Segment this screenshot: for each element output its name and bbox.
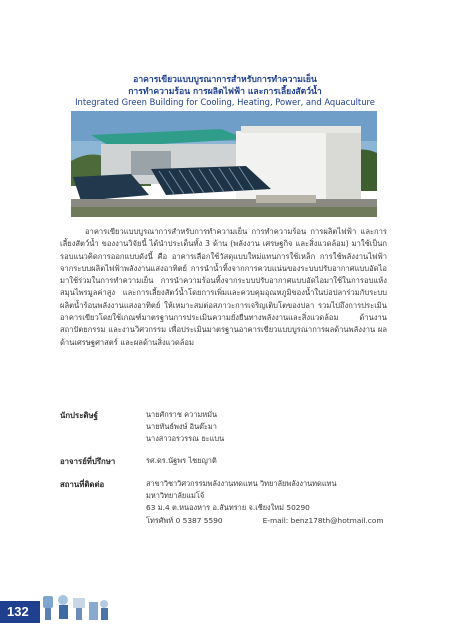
building-with-solar-collectors-photo xyxy=(71,111,377,217)
advisor-label: อาจารย์ที่ปรึกษา xyxy=(60,457,116,466)
contact-line: มหาวิทยาลัยแม่โจ้ xyxy=(146,491,205,501)
title-thai-line2: การทำความร้อน การผลิตไฟฟ้า และการเลี้ยงสัตว์น้ำ xyxy=(128,87,322,97)
page-number: 132 xyxy=(7,604,29,619)
contact-line: สาขาวิชาวิศวกรรมพลังงานทดแทน วิทยาลัยพลังงานทดแทน xyxy=(146,479,337,488)
title-english: Integrated Green Building for Cooling, Heating, Power, and Aquaculture xyxy=(75,97,375,107)
description-paragraph: อาคารเขียวแบบบูรณาการสำหรับการทำความเย็น การทำความร้อน การผลิตไฟฟ้า และการเลี้ยงสัตว์น้ำ ของงานวิจัยนี้ ได้นำประเด็นทั้ง 3 ด้าน (พลังงาน เศรษฐกิจ และสิ่งแวดล้อม) มาใช้เป็นกรอบแนวคิดการออกแบบดังนี้ คือ อาคารเลือกใช้วัสดุแบบใหม่แทนการใช้เหล็ก การใช้พลังงานไฟฟ้าจากระบบผลิตไฟฟ้าพลังงานแสงอาทิตย์ การนำน้ำทิ้งจากการควบแน่นของระบบปรับอากาศแบบอัดไอ มาใช้ร่วมในการทำความเย็น การนำความร้อนทิ้งจากระบบปรับอากาศแบบอัดไอมาใช้ในการอบแห้งสมุนไพรมูลค่าสูง และการเลี้ยงสัตว์น้ำโดยการเพิ่มและควบคุมอุณหภูมิของน้ำในบ่อปลาร่วมกับระบบผลิตน้ำร้อนพลังงานแสงอาทิตย์ ให้เหมาะสมต่อสภาวะการเจริญเติบโตของปลา รวมไปถึงการประเมินอาคารเขียวโดยใช้เกณฑ์มาตรฐานการประเมินความยั่งยืนทางพลังงานและสิ่งแวดล้อม ด้านงานสถาปัตยกรรม และงานวิศวกรรม เพื่อประเมินมาตรฐานอาคารเขียวแบบบูรณาการผลด้านพลังงาน ผลด้านเศรษฐศาสตร์ และผลด้านสิ่งแวดล้อม xyxy=(60,227,387,347)
inventor-name: นายทันธ์พงษ์ อินต๊ะมา xyxy=(146,422,217,432)
page-number-tab xyxy=(0,601,40,623)
contact-line: 63 ม.4 ต.หนองหาร อ.สันทราย จ.เชียงใหม่ 50290 xyxy=(146,503,310,513)
contact-label: สถานที่ติดต่อ xyxy=(60,480,105,489)
inventors-list xyxy=(146,409,224,446)
email-address: E-mail: benz178th@hotmail.com xyxy=(262,515,384,525)
robot-figures-icon xyxy=(41,590,111,624)
phone-email-line xyxy=(146,515,384,527)
phone-number: โทรศัพท์ 0 5387 5590 xyxy=(146,515,223,525)
inventor-name: นายศักราช ความหมั่น xyxy=(146,410,218,419)
contact-details xyxy=(146,478,384,527)
advisor-name: รศ.ดร.นัฐพร ไชยญาติ xyxy=(146,456,217,465)
inventor-name: นางสาวอรวรรณ ยะแบน xyxy=(146,434,225,444)
title-thai-line1: อาคารเขียวแบบบูรณาการสำหรับการทำความเย็น xyxy=(133,75,317,85)
inventors-label: นักประดิษฐ์ xyxy=(60,411,98,420)
